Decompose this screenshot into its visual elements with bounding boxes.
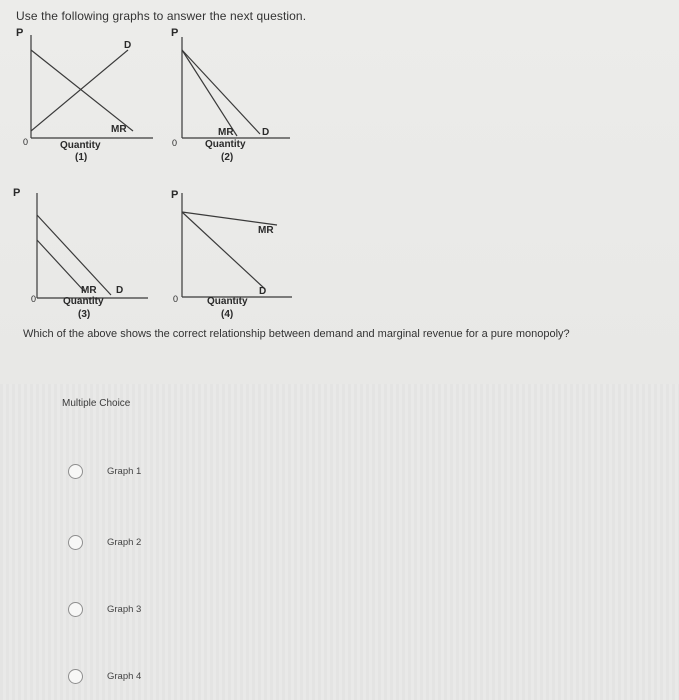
- choice-graph-2[interactable]: [68, 531, 141, 553]
- choice-graph-4[interactable]: [68, 665, 141, 687]
- radio-button[interactable]: [68, 464, 83, 479]
- choice-label: Graph 4: [107, 670, 142, 682]
- graph-2-demand-label: D: [262, 127, 270, 138]
- graph-4-mr-line: [182, 212, 277, 225]
- graph-1-price-label: P: [16, 27, 24, 39]
- graph-3-mr-label: MR: [81, 285, 97, 296]
- graph-2-mr-line: [182, 50, 237, 136]
- radio-button[interactable]: [68, 669, 83, 684]
- choice-label: Graph 3: [107, 603, 142, 615]
- graph-2-quantity-label: Quantity: [205, 139, 246, 150]
- graph-3-demand-label: D: [116, 285, 124, 296]
- graph-2-price-label: P: [171, 27, 179, 39]
- multiple-choice-title: Multiple Choice: [62, 398, 131, 409]
- graph-3-number-label: (3): [78, 309, 91, 320]
- question-text: Which of the above shows the correct relationship between demand and marginal revenue for a pure monopoly?: [23, 328, 570, 340]
- graph-4-quantity-label: Quantity: [207, 296, 248, 307]
- graph-3-price-label: P: [13, 187, 21, 199]
- graph-3-demand-line: [37, 215, 111, 295]
- graph-2-origin-label: 0: [172, 138, 178, 148]
- graph-1-quantity-label: Quantity: [60, 140, 101, 151]
- graph-2-mr-label: MR: [218, 127, 234, 138]
- graph-1-number-label: (1): [75, 152, 88, 163]
- graph-4-demand-label: D: [259, 286, 267, 297]
- radio-button[interactable]: [68, 602, 83, 617]
- instruction-text: Use the following graphs to answer the next question.: [16, 9, 307, 23]
- graph-4-number-label: (4): [221, 309, 234, 320]
- graph-4-mr-label: MR: [258, 225, 274, 236]
- graphs-figure: [0, 0, 679, 330]
- graph-3-mr-line: [37, 240, 84, 291]
- choice-label: Graph 2: [107, 536, 142, 548]
- graph-1-origin-label: 0: [23, 137, 29, 147]
- choice-label: Graph 1: [107, 465, 142, 477]
- graph-4-origin-label: 0: [173, 294, 179, 304]
- graph-1-mr-label: MR: [111, 124, 127, 135]
- radio-button[interactable]: [68, 535, 83, 550]
- graph-4-demand-line: [182, 212, 265, 289]
- graph-3-origin-label: 0: [31, 294, 37, 304]
- graph-3-quantity-label: Quantity: [63, 296, 104, 307]
- graph-2-demand-line: [182, 50, 260, 134]
- graph-1-demand-label: D: [124, 40, 132, 51]
- choice-graph-1[interactable]: [68, 460, 141, 482]
- choice-graph-3[interactable]: [68, 598, 141, 620]
- graph-4-price-label: P: [171, 189, 179, 201]
- graph-2-number-label: (2): [221, 152, 234, 163]
